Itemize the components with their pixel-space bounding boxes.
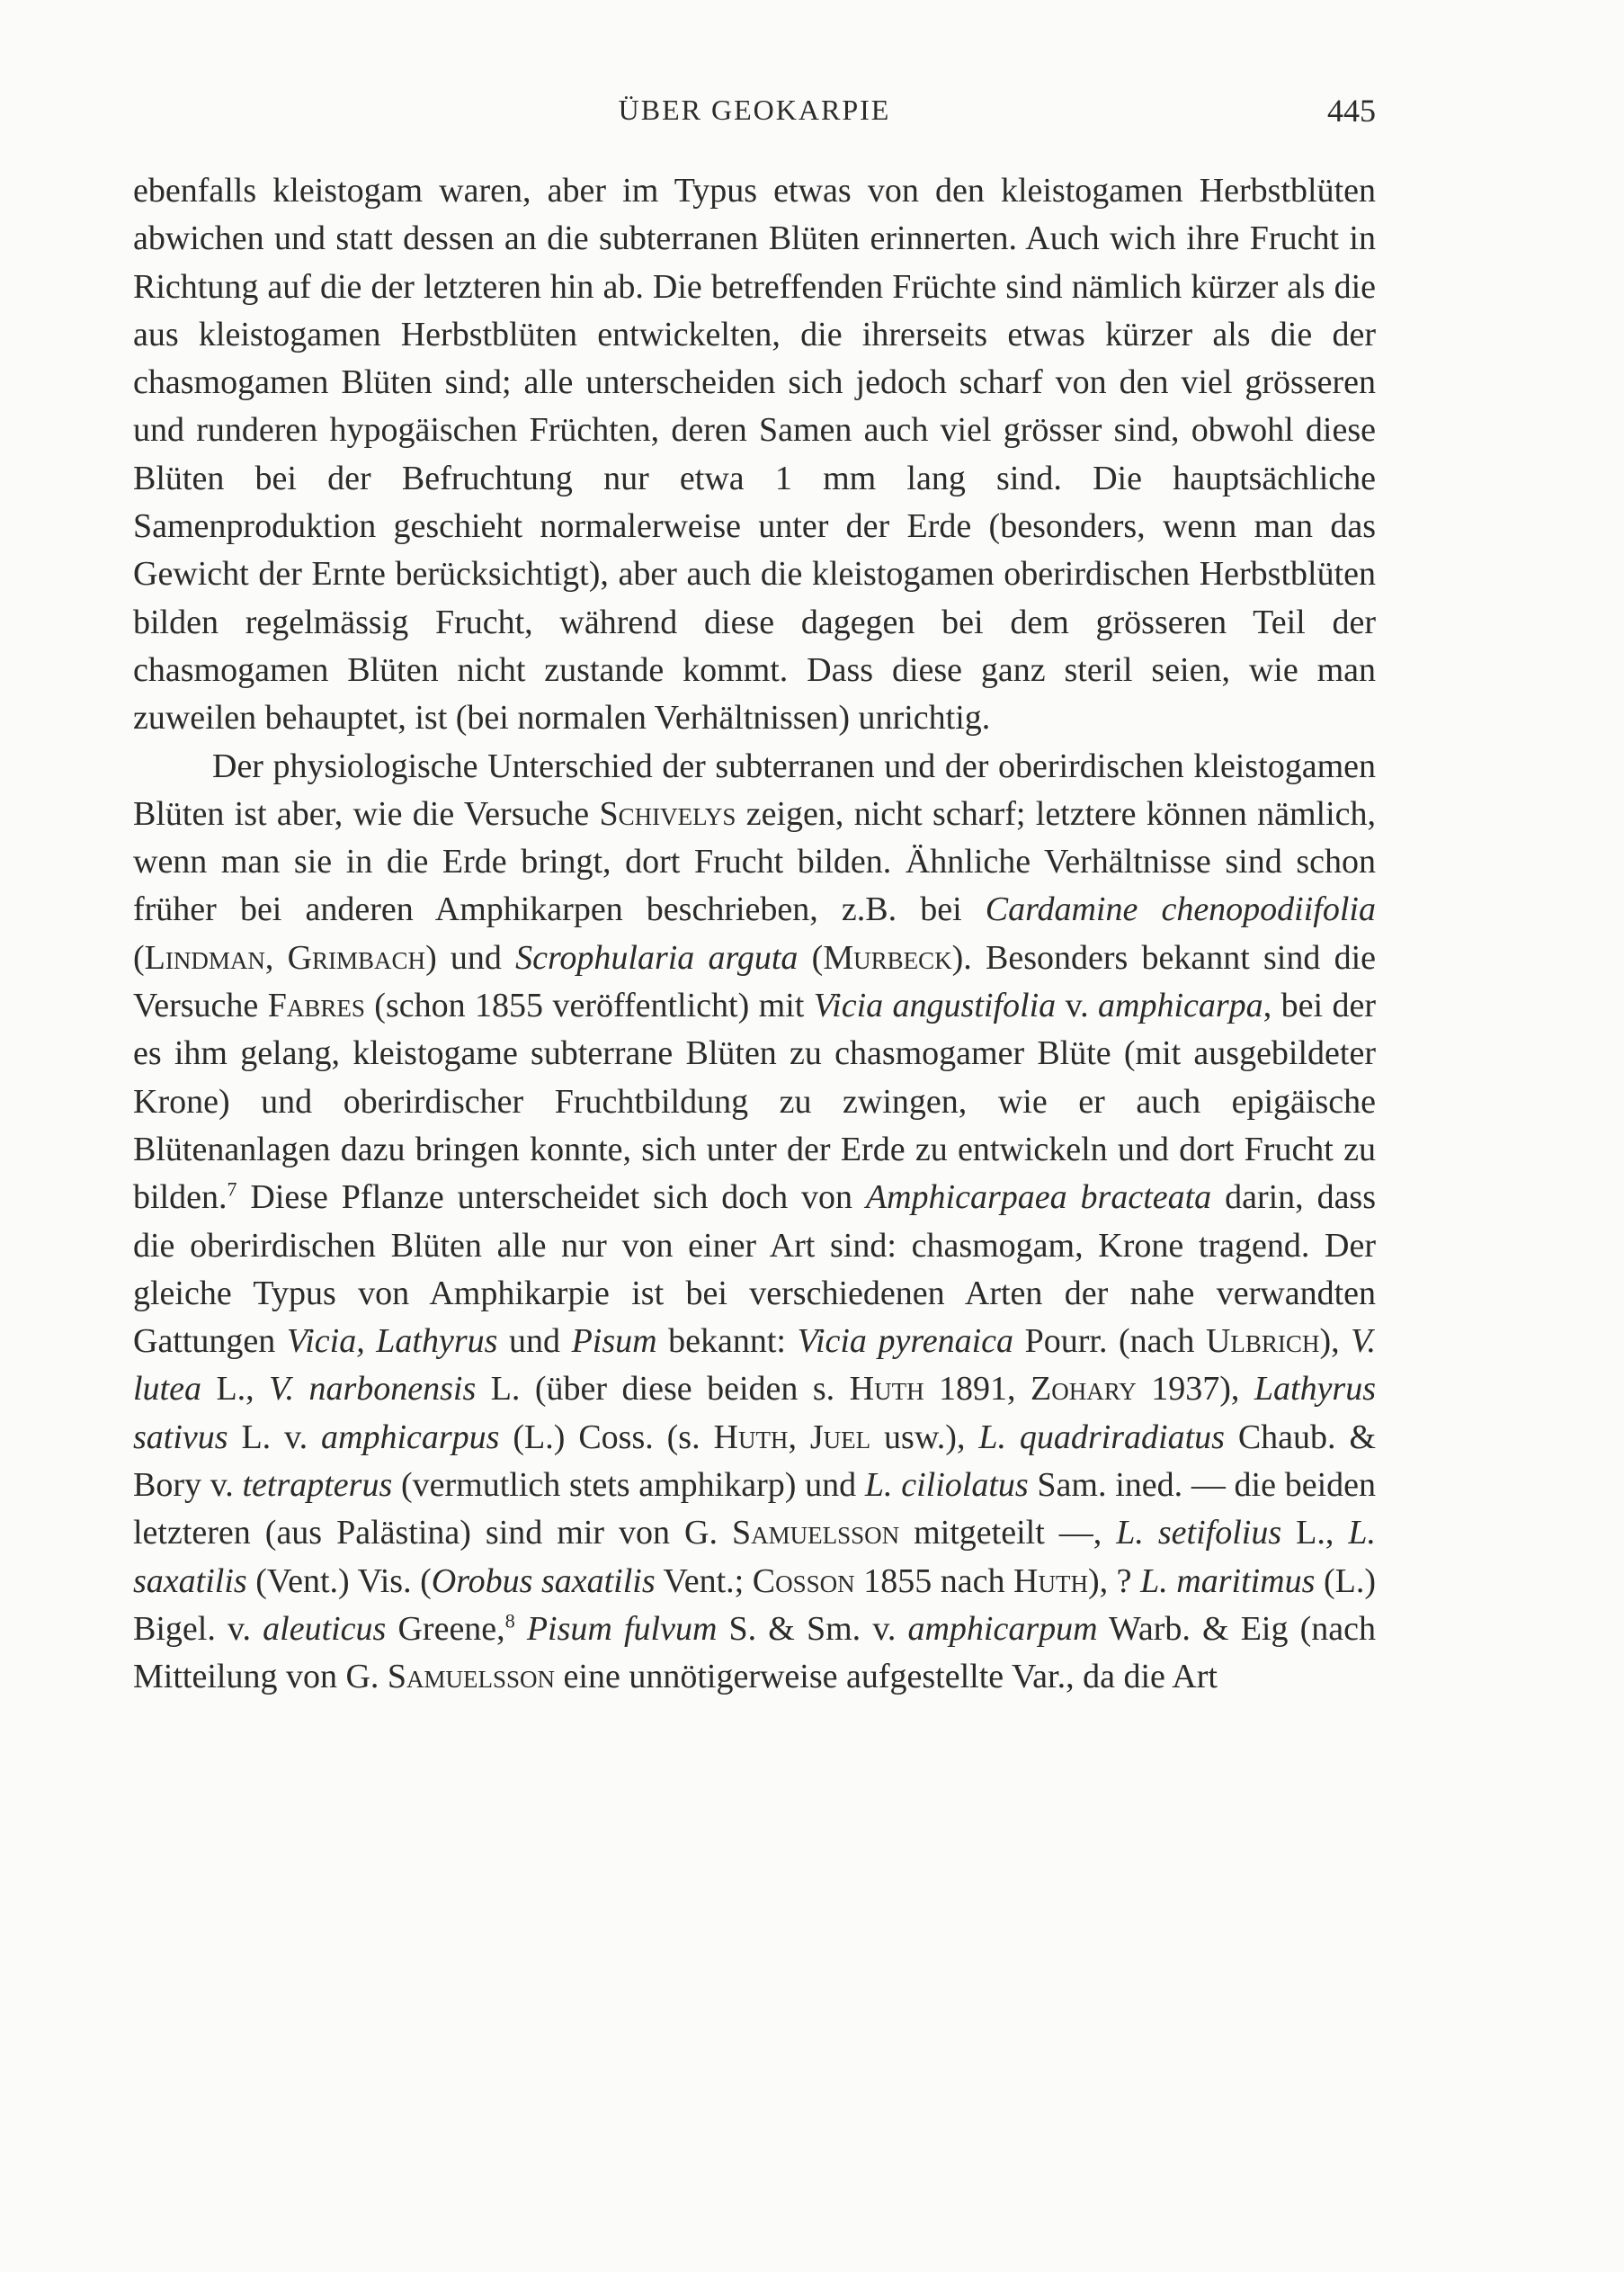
text-run: (vermutlich stets amphikarp) und bbox=[392, 1466, 865, 1505]
italic-text: L. maritimus bbox=[1140, 1561, 1316, 1600]
italic-text: L. setifolius bbox=[1116, 1514, 1282, 1552]
page-number: 445 bbox=[1327, 93, 1376, 129]
text-run: L., bbox=[201, 1370, 270, 1409]
author-name: Zohary bbox=[1031, 1370, 1137, 1409]
text-run: Sam. ined. — die beiden letzteren (aus Palästina) sind mir von G. bbox=[133, 1466, 1376, 1552]
text-run: ( bbox=[133, 938, 145, 977]
text-run: ) und bbox=[425, 938, 516, 977]
text-run: bekannt: bbox=[656, 1322, 798, 1361]
text-run: eine unnötigerweise aufgestellte Var., da die Art bbox=[555, 1658, 1218, 1696]
text-run: 1937), bbox=[1136, 1370, 1254, 1409]
text-run: 1855 nach bbox=[854, 1561, 1014, 1600]
text-run: (L.) Coss. (s. bbox=[499, 1418, 714, 1456]
text-run: 1891, bbox=[924, 1370, 1031, 1409]
text-run: ebenfalls kleistogam waren, aber im Typus etwas von den kleistogamen Herbstblüten abwichen und statt dessen an die subterranen Blüten erinnerten. Auch wich ihre Frucht in Richtung auf die der letzteren hin ab. Die betreffenden Früchte sind nämlich kürzer als die aus kleistogamen Herbstblüten entwickelten, die ihrerseits etwas kürzer als die der chasmogamen Blüten sind; alle unterscheiden sich jedoch scharf von den viel grösseren und runderen hypogäischen Früchten, deren Samen auch viel grösser sind, obwohl diese Blüten bei der Befruchtung nur etwa 1 mm lang sind. Die hauptsächliche Samenproduktion geschieht normalerweise unter der Erde (besonders, wenn man das Gewicht der Ernte berücksichtigt), aber auch die kleistogamen oberirdischen Herbstblüten bilden regelmässig Frucht, während diese dagegen bei dem grösseren Teil der chasmogamen Blüten nicht zustande kommt. Dass diese ganz steril seien, wie man zuweilen behauptet, ist (bei normalen Verhältnissen) unrichtig. bbox=[133, 172, 1376, 738]
text-run: v. bbox=[1056, 987, 1099, 1025]
italic-text: Scrophularia arguta bbox=[515, 938, 799, 977]
text-run: Diese Pflanze unterscheidet sich doch von bbox=[236, 1178, 866, 1217]
text-run: S. & Sm. v. bbox=[717, 1609, 908, 1648]
italic-text: Pisum bbox=[571, 1322, 657, 1361]
text-run: zeigen, nicht scharf; letztere können nämlich, wenn man sie in die Erde bringt, dort Frucht bilden. Ähnliche Verhältnisse sind schon früher bei anderen Amphikarpen beschrieben, z.B. bei bbox=[133, 794, 1376, 929]
text-run: ( bbox=[798, 938, 824, 977]
text-run: (L.) Bigel. v. bbox=[133, 1561, 1376, 1648]
text-run: Pourr. (nach bbox=[1013, 1322, 1206, 1361]
text-run: und bbox=[497, 1322, 572, 1361]
author-name: Murbeck bbox=[823, 938, 952, 977]
italic-text: Orobus saxatilis bbox=[431, 1561, 656, 1600]
text-run: Vent.; bbox=[655, 1561, 753, 1600]
text-run: mitgeteilt —, bbox=[899, 1514, 1117, 1552]
text-run: ), ? bbox=[1087, 1561, 1141, 1600]
italic-text: Vicia, Lathyrus bbox=[286, 1322, 498, 1361]
text-run: Greene, bbox=[386, 1609, 505, 1648]
italic-text: Lathyrus sativus bbox=[133, 1370, 1377, 1456]
running-title: ÜBER GEOKARPIE bbox=[618, 94, 891, 126]
author-name: Grimbach bbox=[287, 938, 426, 977]
italic-text: tetrapterus bbox=[242, 1466, 393, 1505]
author-name: Samuelsson bbox=[731, 1514, 900, 1552]
footnote-ref: 7 bbox=[227, 1177, 237, 1201]
author-name: Juel bbox=[809, 1418, 871, 1456]
text-run: L. (über diese beiden s. bbox=[476, 1370, 850, 1409]
italic-text: Vicia angustifolia bbox=[813, 987, 1057, 1025]
author-name: Huth bbox=[849, 1370, 924, 1409]
italic-text: Cardamine chenopodiifolia bbox=[985, 890, 1376, 929]
author-name: Schivelys bbox=[599, 794, 736, 833]
italic-text: L. quadriradiatus bbox=[978, 1418, 1225, 1456]
running-header bbox=[133, 94, 1376, 137]
text-run: Der physiologische Unterschied der subterranen und der oberirdischen kleistogamen Blüten ist aber, wie die Versuche bbox=[133, 747, 1376, 833]
italic-text: Vicia pyrenaica bbox=[797, 1322, 1014, 1361]
author-name: Samuelsson bbox=[387, 1658, 556, 1696]
text-run: , bei der es ihm gelang, kleistogame subterrane Blüten zu chasmogamer Blüte (mit ausgebildeter Krone) und oberirdischer Fruchtbildung zu zwingen, wie er auch epigäische Blütenanlagen dazu bringen konnte, sich unter der Erde zu entwickeln und dort Frucht zu bilden. bbox=[133, 987, 1376, 1217]
text-run: darin, dass die oberirdischen Blüten alle nur von einer Art sind: chasmogam, Krone tragend. Der gleiche Typus von Amphikarpie ist bei verschiedenen Arten der nahe verwandten Gattungen bbox=[133, 1178, 1377, 1361]
author-name: Ulbrich bbox=[1205, 1322, 1320, 1361]
italic-text: V. lutea bbox=[133, 1322, 1376, 1409]
italic-text: Pisum fulvum bbox=[526, 1609, 718, 1648]
italic-text: V. narbonensis bbox=[269, 1370, 477, 1409]
author-name: Lindman bbox=[144, 938, 265, 977]
italic-text: amphicarpus bbox=[321, 1418, 500, 1456]
paragraph bbox=[133, 167, 1376, 743]
italic-text: amphicarpum bbox=[907, 1609, 1098, 1648]
author-name: Huth bbox=[713, 1418, 789, 1456]
body-text bbox=[133, 167, 1376, 1702]
italic-text: aleuticus bbox=[263, 1609, 387, 1648]
text-run: Chaub. & Bory v. bbox=[133, 1418, 1377, 1505]
text-run: ). Besonders bekannt sind die Versuche bbox=[133, 938, 1376, 1025]
text-run: usw.), bbox=[870, 1418, 979, 1456]
author-name: Huth bbox=[1013, 1561, 1088, 1600]
author-name: Fabres bbox=[267, 987, 365, 1025]
author-name: Cosson bbox=[752, 1561, 855, 1600]
italic-text: amphicarpa bbox=[1098, 987, 1263, 1025]
text-run: L., bbox=[1281, 1514, 1349, 1552]
text-run: , bbox=[264, 938, 288, 977]
text-run: (Vent.) Vis. ( bbox=[246, 1561, 432, 1600]
paragraph bbox=[133, 743, 1376, 1702]
text-run: , bbox=[788, 1418, 810, 1456]
text-run: L. v. bbox=[228, 1418, 322, 1456]
text-run: Warb. & Eig (nach Mitteilung von G. bbox=[133, 1609, 1377, 1696]
italic-text: L. ciliolatus bbox=[864, 1466, 1029, 1505]
text-run: ), bbox=[1319, 1322, 1352, 1361]
italic-text: Amphicarpaea bracteata bbox=[865, 1178, 1212, 1217]
text-run bbox=[515, 1610, 527, 1648]
text-run: (schon 1855 veröffentlicht) mit bbox=[364, 987, 814, 1025]
footnote-ref: 8 bbox=[504, 1609, 515, 1632]
italic-text: L. saxatilis bbox=[133, 1514, 1376, 1600]
